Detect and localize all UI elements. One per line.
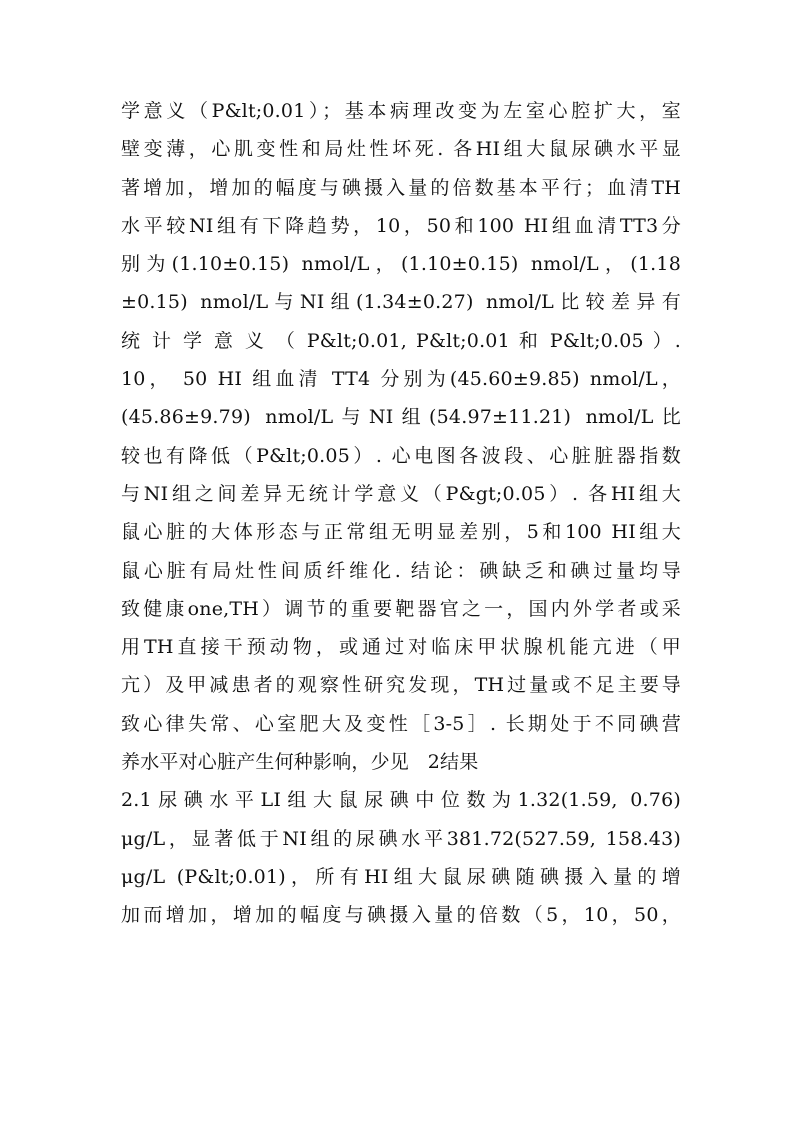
text-line: 与NI组之间差异无统计学意义（P&gt;0.05）. 各HI组大 [121, 482, 681, 505]
text-line: 10， 50 HI 组血清 TT4 分别为(45.60±9.85) nmol/L， [121, 368, 681, 391]
text-line: 别为(1.10±0.15) nmol/L，(1.10±0.15) nmol/L，(1.18 [121, 253, 681, 276]
text-line: 致心律失常、心室肥大及变性［3-5］. 长期处于不同碘营 [121, 712, 681, 735]
text-line: 壁变薄，心肌变性和局灶性坏死. 各HI组大鼠尿碘水平显 [121, 138, 681, 161]
text-line: 用TH直接干预动物，或通过对临床甲状腺机能亢进（甲 [121, 636, 681, 659]
text-line: 学意义（P&lt;0.01）；基本病理改变为左室心腔扩大，室 [121, 100, 681, 122]
text-line: 致健康one,TH）调节的重要靶器官之一，国内外学者或采 [121, 597, 681, 620]
text-line: 著增加，增加的幅度与碘摄入量的倍数基本平行；血清TH [121, 176, 681, 199]
text-line: 较也有降低（P&lt;0.05）. 心电图各波段、心脏脏器指数 [121, 444, 681, 467]
text-line: 亢）及甲减患者的观察性研究发现，TH过量或不足主要导 [121, 674, 681, 697]
text-line: μg/L (P&lt;0.01)，所有HI组大鼠尿碘随碘摄入量的增 [121, 865, 681, 888]
text-line: 鼠心脏的大体形态与正常组无明显差别，5和100 HI组大 [121, 521, 681, 544]
text-line: μg/L，显著低于NI组的尿碘水平381.72(527.59, 158.43) [121, 827, 681, 850]
text-line: 水平较NI组有下降趋势，10，50和100 HI组血清TT3分 [121, 214, 681, 237]
text-line: 鼠心脏有局灶性间质纤维化. 结论：碘缺乏和碘过量均导 [121, 559, 681, 582]
text-line: 统 计 学 意 义 （ P&lt;0.01, P&lt;0.01 和 P&lt;0.05 ）. [121, 329, 681, 352]
text-line: 2.1尿碘水平LI组大鼠尿碘中位数为1.32(1.59, 0.76) [121, 789, 681, 812]
body-text [121, 92, 681, 935]
text-line: (45.86±9.79) nmol/L与NI组(54.97±11.21) nmol/L比 [121, 406, 681, 429]
text-line: 养水平对心脏产生何种影响，少见 2结果 [121, 751, 479, 774]
text-line: ±0.15) nmol/L与NI组(1.34±0.27) nmol/L比较差异有 [121, 291, 681, 314]
text-line: 加而增加，增加的幅度与碘摄入量的倍数（5，10，50， [121, 904, 681, 927]
